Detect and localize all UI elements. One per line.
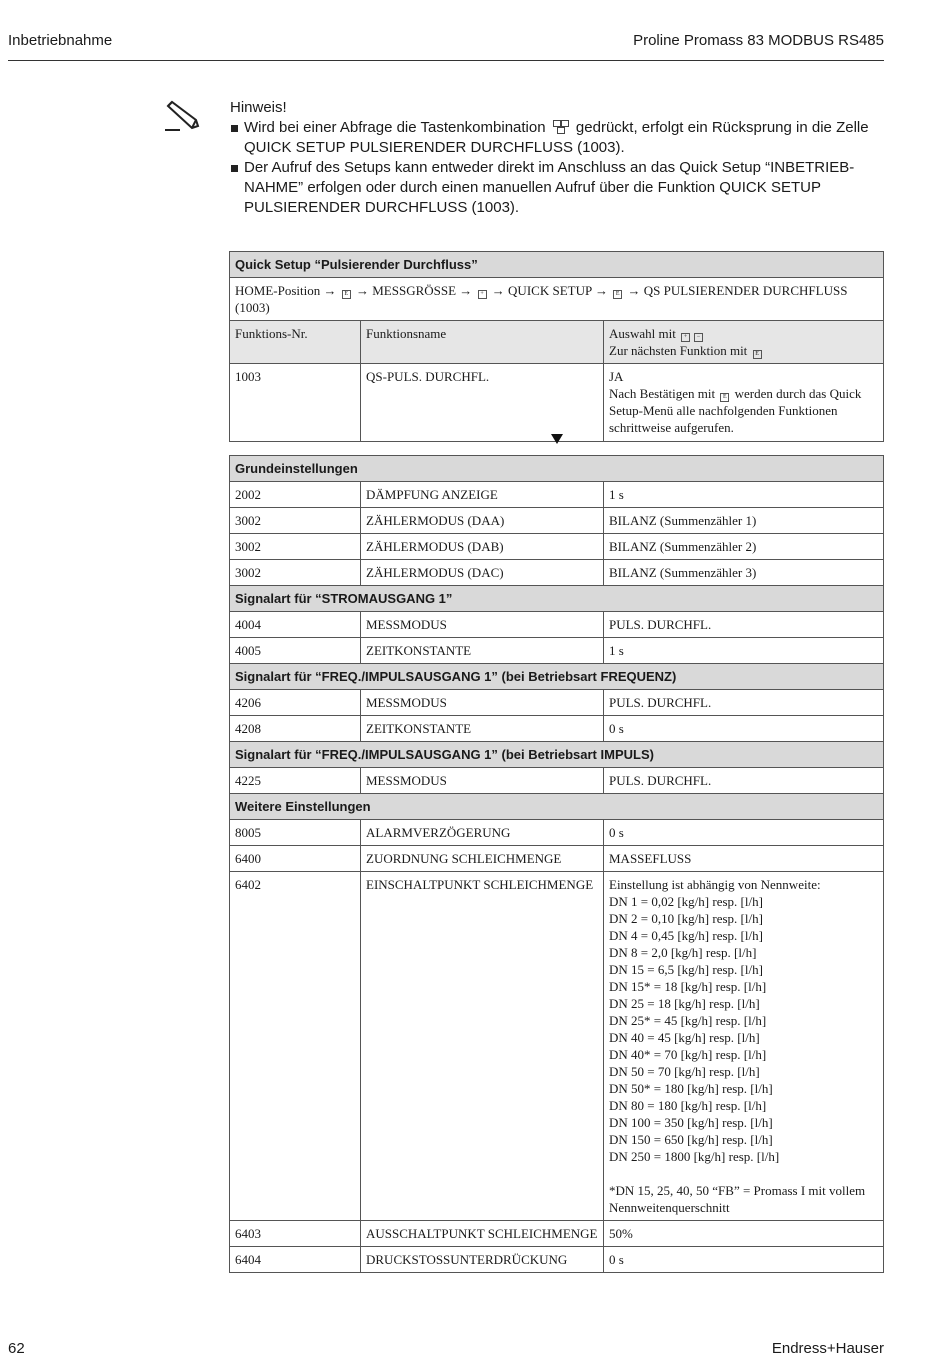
cell-name: DRUCKSTOSSUNTERDRÜCKUNG xyxy=(361,1247,604,1273)
note-bullet-1-text-a: Wird bei einer Abfrage die Tastenkombination xyxy=(244,119,546,136)
row-value xyxy=(604,364,884,442)
escape-combination-icon xyxy=(553,120,569,133)
cell-value: 0 s xyxy=(604,1247,884,1273)
header-section-title: Inbetriebnahme xyxy=(8,32,113,49)
cell-name: ZEITKONSTANTE xyxy=(361,716,604,742)
cell-name: ALARMVERZÖGERUNG xyxy=(361,820,604,846)
plus-key-icon: + xyxy=(681,333,690,342)
path-part-2: → MESSGRÖSSE → xyxy=(355,283,473,298)
cell-value: PULS. DURCHFL. xyxy=(604,612,884,638)
cell-nr: 4208 xyxy=(230,716,361,742)
plus-key-icon: + xyxy=(478,290,487,299)
cell-nr: 3002 xyxy=(230,560,361,586)
table-row xyxy=(230,560,884,586)
table-row xyxy=(230,872,884,1221)
enter-key-icon: E xyxy=(342,290,351,299)
cell-nr: 4225 xyxy=(230,768,361,794)
section-title: Signalart für “STROMAUSGANG 1” xyxy=(230,586,884,612)
cell-name: MESSMODUS xyxy=(361,690,604,716)
cell-nr: 6404 xyxy=(230,1247,361,1273)
section-title: Signalart für “FREQ./IMPULSAUSGANG 1” (bei Betriebsart FREQUENZ) xyxy=(230,664,884,690)
row-value-ja: JA xyxy=(609,369,624,384)
table-row xyxy=(230,768,884,794)
table-row xyxy=(230,612,884,638)
section-title: Signalart für “FREQ./IMPULSAUSGANG 1” (bei Betriebsart IMPULS) xyxy=(230,742,884,768)
section-title: Grundeinstellungen xyxy=(230,456,884,482)
cell-name: ZÄHLERMODUS (DAB) xyxy=(361,534,604,560)
row-nr: 1003 xyxy=(230,364,361,442)
cell-nr: 6402 xyxy=(230,872,361,1221)
cell-value: PULS. DURCHFL. xyxy=(604,768,884,794)
note-title: Hinweis! xyxy=(230,99,287,116)
cell-name: ZÄHLERMODUS (DAC) xyxy=(361,560,604,586)
table-row xyxy=(230,534,884,560)
table-row xyxy=(230,482,884,508)
path-part-4: → QS PULSIERENDER DURCHFLUSS (1003) xyxy=(235,283,848,315)
table-row xyxy=(230,716,884,742)
header-product-title: Proline Promass 83 MODBUS RS485 xyxy=(633,32,884,49)
cell-nr: 6403 xyxy=(230,1221,361,1247)
cell-value: 1 s xyxy=(604,482,884,508)
cell-nr: 4206 xyxy=(230,690,361,716)
section-title: Weitere Einstellungen xyxy=(230,794,884,820)
cell-value: PULS. DURCHFL. xyxy=(604,690,884,716)
note-bullet-1 xyxy=(230,118,890,158)
table-row xyxy=(230,690,884,716)
selection-label: Auswahl mit xyxy=(609,326,676,341)
enter-key-icon: E xyxy=(720,393,729,402)
cell-nr: 8005 xyxy=(230,820,361,846)
minus-key-icon: − xyxy=(694,333,703,342)
note-bullet-2: Der Aufruf des Setups kann entweder direkt im Anschluss an das Quick Setup “INBETRIEB-NAHME” erfolgen oder durch einen manuellen Aufruf über die Funktion QUICK SETUP PULSIERENDER DURCHFLUSS (1003). xyxy=(230,158,890,218)
row-value-confirm: Nach Bestätigen mit xyxy=(609,386,716,401)
column-header-nr: Funktions-Nr. xyxy=(230,321,361,364)
cell-name: MESSMODUS xyxy=(361,768,604,794)
next-function-label: Zur nächsten Funktion mit xyxy=(609,343,748,358)
cell-value: Einstellung ist abhängig von Nennweite: DN 1 = 0,02 [kg/h] resp. [l/h] DN 2 = 0,10 [kg/h] resp. [l/h] DN 4 = 0,45 [kg/h] resp. [l/h] DN 8 = 2,0 [kg/h] resp. [l/h] DN 15 = 6,5 [kg/h] resp. [l/h] DN 15* = 18 [kg/h] resp. [l/h] DN 25 = 18 [kg/h] resp. [l/h] DN 25* = 45 [kg/h] resp. [l/h] DN 40 = 45 [kg/h] resp. [l/h] DN 40* = 70 [kg/h] resp. [l/h] DN 50 = 70 [kg/h] resp. [l/h] DN 50* = 180 [kg/h] resp. [l/h] DN 80 = 180 [kg/h] resp. [l/h] DN 100 = 350 [kg/h] resp. [l/h] DN 150 = 650 [kg/h] resp. [l/h] DN 250 = 1800 [kg/h] resp. [l/h] *DN 15, 25, 40, 50 “FB” = Promass I mit vollem Nennweitenquerschnitt xyxy=(604,872,884,1221)
cell-name: ZUORDNUNG SCHLEICHMENGE xyxy=(361,846,604,872)
cell-name: ZÄHLERMODUS (DAA) xyxy=(361,508,604,534)
cell-nr: 4004 xyxy=(230,612,361,638)
cell-value: 1 s xyxy=(604,638,884,664)
row-name: QS-PULS. DURCHFL. xyxy=(361,364,604,442)
cell-nr: 4005 xyxy=(230,638,361,664)
table-row xyxy=(230,820,884,846)
note-bullet-1-text-b: gedrückt, erfolgt ein Rücksprung in die Zelle QUICK SETUP PULSIERENDER DURCHFLUSS (1003). xyxy=(244,119,869,156)
brand-name: Endress+Hauser xyxy=(771,1340,884,1357)
cell-value: 0 s xyxy=(604,820,884,846)
cell-nr: 2002 xyxy=(230,482,361,508)
cell-name: ZEITKONSTANTE xyxy=(361,638,604,664)
path-part-1: HOME-Position → xyxy=(235,283,337,298)
settings-table xyxy=(229,455,884,1273)
quick-setup-title: Quick Setup “Pulsierender Durchfluss” xyxy=(230,252,884,278)
cell-nr: 3002 xyxy=(230,508,361,534)
arrow-down-icon xyxy=(551,434,563,444)
page-number: 62 xyxy=(8,1340,25,1357)
table-row xyxy=(230,1247,884,1273)
path-part-3: → QUICK SETUP → xyxy=(491,283,608,298)
cell-value: BILANZ (Summenzähler 1) xyxy=(604,508,884,534)
cell-value: BILANZ (Summenzähler 3) xyxy=(604,560,884,586)
cell-name: DÄMPFUNG ANZEIGE xyxy=(361,482,604,508)
cell-name: MESSMODUS xyxy=(361,612,604,638)
cell-value: 50% xyxy=(604,1221,884,1247)
column-header-selection xyxy=(604,321,884,364)
column-header-name: Funktionsname xyxy=(361,321,604,364)
table-row xyxy=(230,846,884,872)
cell-value: BILANZ (Summenzähler 2) xyxy=(604,534,884,560)
cell-value: 0 s xyxy=(604,716,884,742)
quick-setup-table xyxy=(229,251,884,442)
cell-value: MASSEFLUSS xyxy=(604,846,884,872)
cell-name: EINSCHALTPUNKT SCHLEICHMENGE xyxy=(361,872,604,1221)
table-row xyxy=(230,638,884,664)
table-row xyxy=(230,508,884,534)
cell-nr: 3002 xyxy=(230,534,361,560)
table-row xyxy=(230,1221,884,1247)
row-value-desc: werden durch das Quick Setup-Menü alle nachfolgenden Funktionen schrittweise aufgerufen. xyxy=(609,386,862,435)
enter-key-icon: E xyxy=(613,290,622,299)
menu-path xyxy=(230,278,884,321)
enter-key-icon: E xyxy=(753,350,762,359)
pencil-icon xyxy=(162,100,204,136)
page-header xyxy=(8,32,884,61)
cell-nr: 6400 xyxy=(230,846,361,872)
cell-name: AUSSCHALTPUNKT SCHLEICHMENGE xyxy=(361,1221,604,1247)
